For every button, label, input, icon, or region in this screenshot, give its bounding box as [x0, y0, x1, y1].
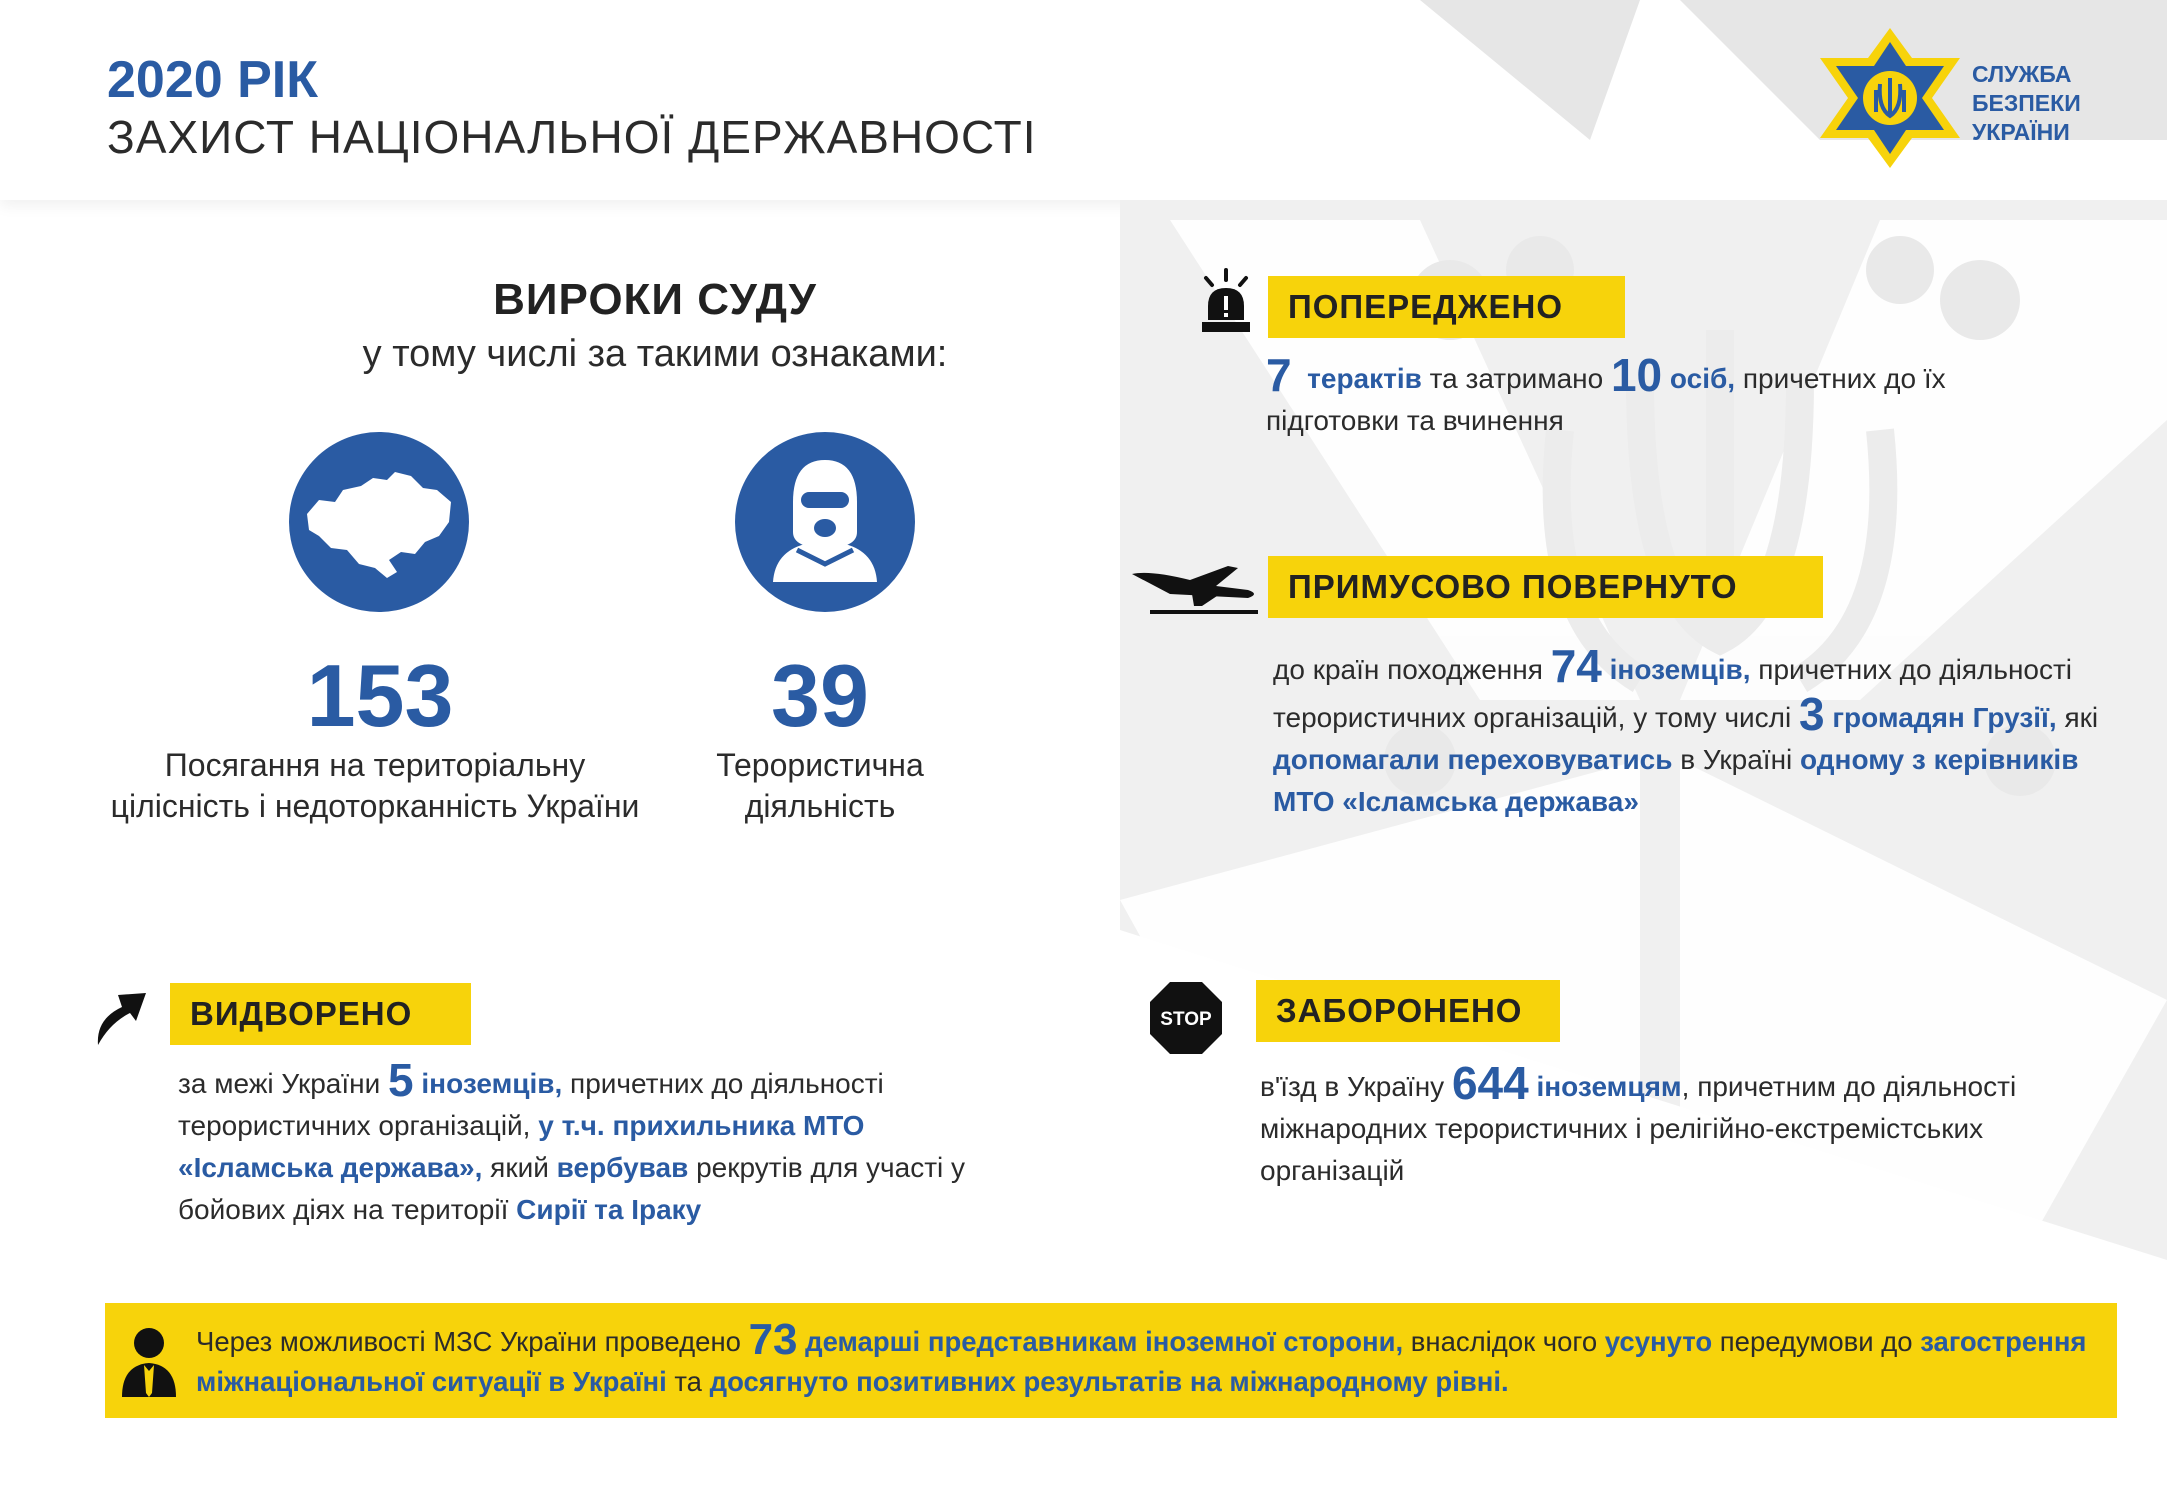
siren-icon [1198, 268, 1254, 334]
tag-returned: ПРИМУСОВО ПОВЕРНУТО [1268, 556, 1823, 618]
stat-label-territorial: Посягання на територіальну цілісність і недоторканність України [110, 747, 640, 824]
tag-prevented: ПОПЕРЕДЖЕНО [1268, 276, 1625, 338]
verdicts-subtitle: у тому числі за такими ознаками: [362, 333, 948, 375]
verdicts-title: ВИРОКИ СУДУ [493, 275, 817, 324]
year-heading: 2020 РІК [107, 51, 318, 109]
businessman-icon [120, 1323, 178, 1397]
page-title: ЗАХИСТ НАЦІОНАЛЬНОЇ ДЕРЖАВНОСТІ [107, 111, 1037, 163]
sbu-emblem-icon [1820, 28, 1960, 168]
mfa-banner-text: Через можливості МЗС України проведено 73 демарші представникам іноземної сторони, внаслідок чого усунуто передумови до загострення міжнаціональної ситуації в Україні та досягнуто позитивних результатів на міжнародному рівні. [196, 1315, 2087, 1397]
prevented-text: 7 терактів та затримано 10 осіб, причетних до їх підготовки та вчинення [1266, 349, 1946, 436]
airplane-icon [1130, 560, 1260, 616]
sbu-logo-text: СЛУЖБА БЕЗПЕКИ УКРАЇНИ [1972, 61, 2081, 145]
stat-number-terrorism: 39 [771, 646, 869, 745]
returned-text: до країн походження 74 іноземців, причетних до діяльності терористичних організацій, у тому числі 3 громадян Грузії, які допомагали переховуватись в Україні одному з керівників МТО «Ісламська держава» [1273, 640, 2099, 817]
expelled-text: за межі України 5 іноземців, причетних до діяльності терористичних організацій, у т.ч. прихильника МТО «Ісламська держава», який вербував рекрутів для участі у бойових діях на території Сирії та Іраку [178, 1054, 966, 1225]
arrow-up-icon [92, 985, 148, 1047]
stop-sign-icon [1148, 980, 1224, 1056]
svg-text:STOP: STOP [1160, 1009, 1212, 1030]
stat-number-territorial: 153 [306, 646, 454, 745]
tag-expelled: ВИДВОРЕНО [170, 983, 471, 1045]
banned-text: в'їзд в Україну 644 іноземцям, причетним до діяльності міжнародних терористичних і релігійно-екстремістських організацій [1260, 1057, 2017, 1186]
tag-banned: ЗАБОРОНЕНО [1256, 980, 1560, 1042]
stat-label-terrorism: Терористична діяльність [716, 747, 924, 824]
balaclava-icon [735, 432, 915, 612]
ukraine-map-icon [289, 432, 469, 612]
